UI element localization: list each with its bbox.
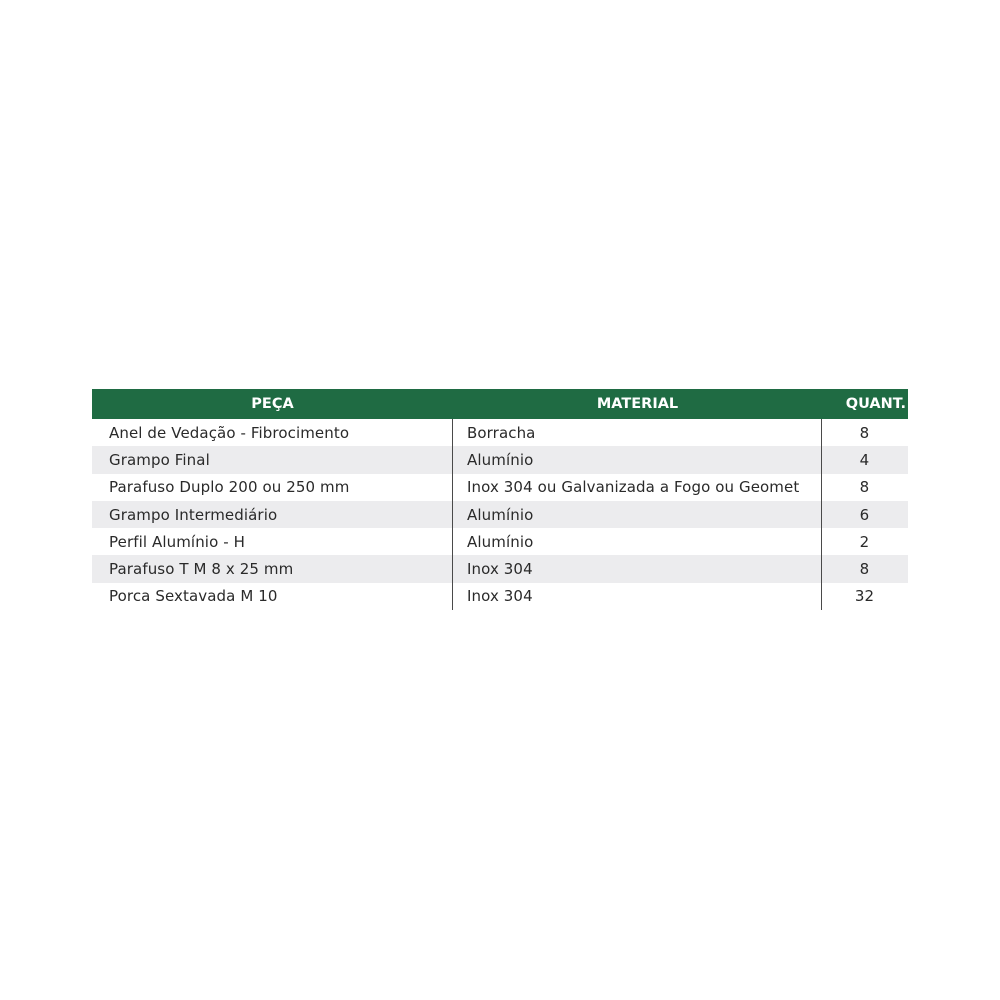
table-row xyxy=(92,583,908,610)
cell-material: Alumínio xyxy=(452,501,821,528)
cell-part: Grampo Final xyxy=(109,450,210,469)
cell-part: Parafuso Duplo 200 ou 250 mm xyxy=(109,478,350,497)
table-row xyxy=(92,501,908,528)
cell-material: Inox 304 xyxy=(452,583,821,610)
cell-quantity: 32 xyxy=(821,583,907,610)
table-header-row xyxy=(92,389,908,419)
cell-part: Porca Sextavada M 10 xyxy=(109,587,278,606)
cell-quantity: 8 xyxy=(821,474,907,501)
cell-material: Alumínio xyxy=(452,446,821,473)
cell-quantity: 4 xyxy=(821,446,907,473)
table-row xyxy=(92,528,908,555)
cell-part: Perfil Alumínio - H xyxy=(109,532,245,551)
cell-part: Grampo Intermediário xyxy=(109,505,278,524)
parts-table xyxy=(92,389,908,610)
cell-quantity: 2 xyxy=(821,528,907,555)
table-body xyxy=(92,419,908,610)
table-row xyxy=(92,474,908,501)
cell-material: Inox 304 ou Galvanizada a Fogo ou Geomet xyxy=(452,474,821,501)
cell-material: Alumínio xyxy=(452,528,821,555)
cell-quantity: 6 xyxy=(821,501,907,528)
cell-material: Inox 304 xyxy=(452,555,821,582)
header-part: PEÇA xyxy=(251,396,294,412)
cell-quantity: 8 xyxy=(821,555,907,582)
cell-part: Parafuso T M 8 x 25 mm xyxy=(109,560,294,579)
header-material: MATERIAL xyxy=(596,396,679,412)
header-quantity: QUANT. xyxy=(845,396,906,412)
cell-part: Anel de Vedação - Fibrocimento xyxy=(109,423,350,442)
cell-material: Borracha xyxy=(452,419,821,446)
table-row xyxy=(92,555,908,582)
table-row xyxy=(92,446,908,473)
cell-quantity: 8 xyxy=(821,419,907,446)
table-row xyxy=(92,419,908,446)
